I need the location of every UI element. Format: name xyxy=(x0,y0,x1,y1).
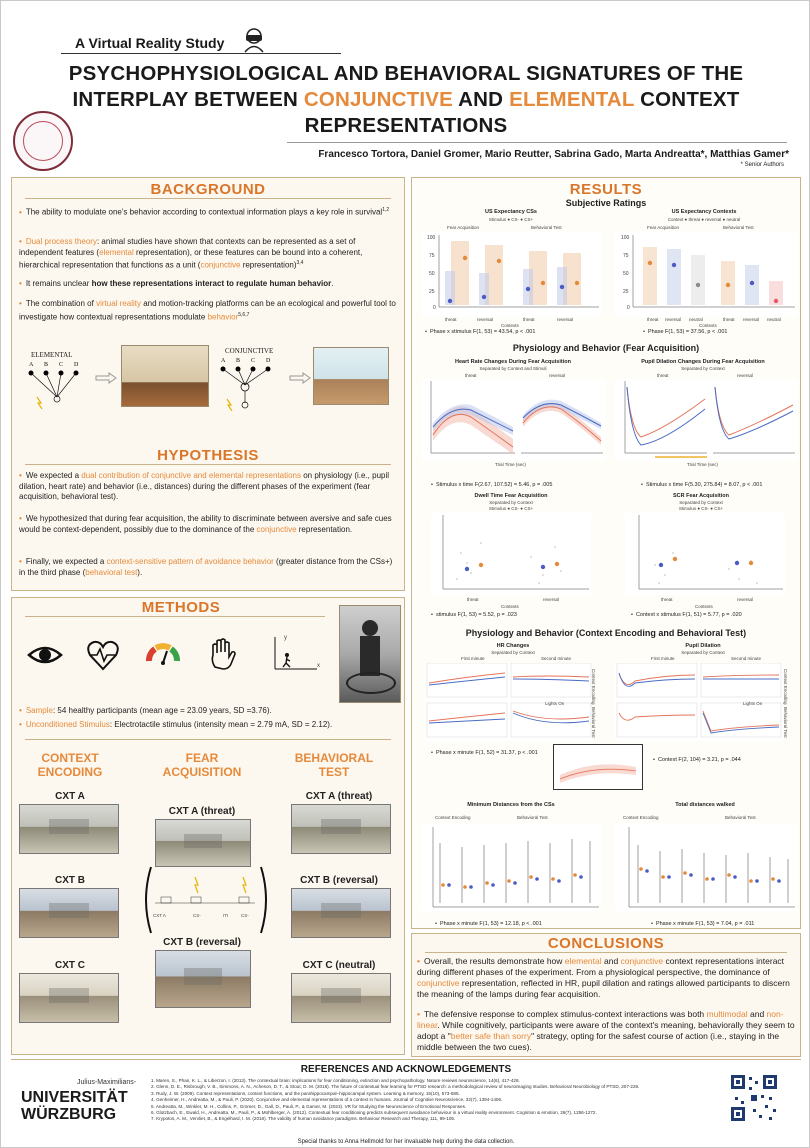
background-point-1: • The ability to modulate one's behavior according to contextual information plays a key role in survival$^{1,2}$ xyxy=(19,207,390,217)
us-cs-tick-1: threat xyxy=(445,317,457,322)
participant-body xyxy=(360,636,380,676)
hypothesis-rule xyxy=(25,464,391,465)
svg-text:50: 50 xyxy=(429,271,435,277)
reference-item: 6. Glotzbach, E., Ewald, H., Andreatta, M., Pauli, P., & Mühlberger, A. (2012). Contextual fear conditioning predicts subsequent avoidance behaviour in a virtual reality environment. Cognition & emotion, 26(7), 1256-1272. xyxy=(151,1110,597,1116)
elemental-diagram xyxy=(23,359,103,409)
uni-name-2: WÜRZBURG xyxy=(21,1106,117,1123)
ce-cxt-a-label: CXT A xyxy=(55,791,85,802)
us-ctx-phase2: Behavioral Test xyxy=(723,225,754,230)
hyp-3-c: ). xyxy=(137,567,143,577)
us-ctx-tick-5: reversal xyxy=(743,317,760,322)
uni-name-1: UNIVERSITÄT xyxy=(21,1089,128,1106)
physio-fa-title: Physiology and Behavior (Fear Acquisition) xyxy=(512,343,700,353)
bg-p4-ref: 5,6,7 xyxy=(238,311,250,318)
tot-dist-chart xyxy=(615,823,797,911)
bg-p3-b: how these representations interact to regulate human behavior xyxy=(91,279,332,288)
methods-axis-y: y xyxy=(284,635,287,641)
dwell-chart xyxy=(431,513,591,595)
pd-stat: • Context F(2, 104) = 3.21, p = .044 xyxy=(653,757,741,763)
us-cs-tick-2: reversal xyxy=(477,317,494,322)
hyp-2-a: We hypothesized that during fear acquisition, the ability to discriminate between aversive and safe cues would be context-dependent, possibly due to the dominance of the xyxy=(19,514,392,534)
title-line-1: PSYCHOPHYSIOLOGICAL AND BEHAVIORAL SIGNATURES OF THE xyxy=(68,62,744,85)
min-ce-first: Context Encoding xyxy=(435,815,471,820)
pupil-fa-stat: • Stimulus x time F(5.30, 275.84) = 8.07, p < .001 xyxy=(641,482,762,488)
svg-text:A: A xyxy=(221,358,226,364)
c1-b: and xyxy=(601,956,621,966)
c2-b: and xyxy=(747,1009,767,1019)
us-ctx-phase1: Fear Acquisition xyxy=(647,225,680,230)
fa-cxt-a-room xyxy=(155,819,251,867)
methods-rule-2 xyxy=(25,739,391,740)
svg-text:B: B xyxy=(236,358,241,364)
pupil-fa-chart xyxy=(615,379,797,461)
hrc-stat: • Phase x minute F(1, 52) = 31.37, p < .001 xyxy=(431,750,549,756)
scr-xlabel: Contexts xyxy=(695,604,713,609)
hyp-1-b: on physiology (i.e., pupil dilation, heart rate) and behavior (i.e., distances) during the different phases of the experiment (fear acquisition, behavioral test). xyxy=(19,471,390,501)
conjunctive-diagram xyxy=(215,355,285,411)
hrc-inset xyxy=(553,744,643,790)
hrc-second: Second minute xyxy=(541,656,572,661)
tot-dist-title: Total distances walked xyxy=(675,802,735,808)
hrc-first: First minute xyxy=(461,656,485,661)
scr-tick-1: threat xyxy=(661,597,673,602)
hrc-ce-label: Context Encoding xyxy=(591,669,596,705)
walking-distance-icon xyxy=(271,633,321,675)
bg-p4-a: The combination of xyxy=(25,299,97,308)
svg-text:0: 0 xyxy=(627,305,630,311)
dwell-stat: • stimulus F(1, 53) = 5.52, p = .023 xyxy=(431,612,517,618)
c2-hl2: non-linear xyxy=(417,1009,784,1030)
scr-tick-2: reversal xyxy=(737,597,754,602)
hrc-chart xyxy=(425,663,593,741)
ce-cxt-a-room xyxy=(19,804,119,854)
pupil-fa-sub: Separated by Context xyxy=(681,366,725,371)
svg-text:D: D xyxy=(74,362,79,368)
fa-cxt-a-timeline xyxy=(151,871,259,915)
hyp-3-a: Finally, we expected a xyxy=(25,557,107,566)
c2-hl3: better safe than sorry xyxy=(450,1031,532,1041)
us-ctx-tick-2: reversal xyxy=(665,317,682,322)
c2-a: The defensive response to complex stimulus-context interactions was both xyxy=(423,1009,707,1019)
us-ctx-chart xyxy=(615,231,797,317)
svg-text:100: 100 xyxy=(427,235,436,241)
senior-authors-note: * Senior Authors xyxy=(740,162,784,168)
elemental-label: ELEMENTAL xyxy=(31,351,73,359)
fa-head-2: ACQUISITION xyxy=(162,765,242,779)
sample-text: : 54 healthy participants (mean age = 23.09 years, SD =3.76). xyxy=(52,706,272,715)
bg-p1-text: The ability to modulate one's behavior according to contextual information plays a key role in survival xyxy=(25,207,383,217)
pupil-fa-xlabel: Trial Time (sec) xyxy=(687,462,718,467)
context-encoding-head xyxy=(15,751,125,779)
reference-item: 5. Andreatta, M., Winkler, M. H., Collins, P., Gromer, D., Gall, D., Pauli, P., & Gamer, M. (2023). VR for Studying the Neuroscience of Emotional Responses. xyxy=(151,1103,467,1109)
study-underline xyxy=(61,53,341,54)
svg-text:B: B xyxy=(44,362,49,368)
us-ctx-title: US Expectancy Contexts xyxy=(671,209,737,215)
tl-iti: ITI xyxy=(223,913,229,918)
hyp-3-hl: context-sensitive pattern of avoidance behavior xyxy=(106,557,274,566)
svg-text:C: C xyxy=(251,358,256,364)
background-rule xyxy=(25,198,391,199)
hr-fa-sub: Separated by Context and Stimuli xyxy=(479,366,547,371)
hrc-title: HR Changes xyxy=(496,643,530,649)
sample-info: • Sample: 54 healthy participants (mean age = 23.09 years, SD =3.76). xyxy=(19,706,272,715)
university-name xyxy=(21,1089,128,1123)
conjunctive-office-scene xyxy=(313,347,389,405)
svg-text:50: 50 xyxy=(623,271,629,277)
hr-fa-title: Heart Rate Changes During Fear Acquisition xyxy=(455,359,571,365)
subjective-ratings-title: Subjective Ratings xyxy=(565,198,647,208)
elemental-office-scene xyxy=(121,345,209,407)
bt-cxt-a-room xyxy=(291,804,391,854)
bt-cxt-b-label: CXT B (reversal) xyxy=(300,875,378,886)
treadmill-ring xyxy=(346,672,396,694)
fa-head-1: FEAR xyxy=(185,751,219,765)
conclusion-2: • The defensive response to complex stimulus-context interactions was both multimodal and non-linear. While cognitively, participants were aware of the context's meaning, behaviorally they seem to adopt a "better safe than sorry" strategy, opting for the safest course of action (i.e., staying in the middle between the two cues). xyxy=(417,1009,795,1052)
title-elemental: ELEMENTAL xyxy=(509,88,635,111)
vr-setup-photo xyxy=(339,605,401,703)
results-title: RESULTS xyxy=(569,181,643,198)
authors-rule xyxy=(287,142,787,143)
bg-p2-hl: Dual process theory xyxy=(25,237,97,246)
tot-dist-stat: • Phase x minute F(1, 53) = 7.04, p = .011 xyxy=(651,921,754,927)
arrow-icon xyxy=(289,372,311,384)
pupil-fa-threat: threat xyxy=(657,373,669,378)
hr-fa-threat: threat xyxy=(465,373,477,378)
tl-cs: CS- xyxy=(193,913,201,918)
min-dist-stat: • Phase x minute F(1, 53) = 12.18, p < .001 xyxy=(435,921,542,927)
physio-ce-title: Physiology and Behavior (Context Encoding and Behavioral Test) xyxy=(465,628,747,638)
title-text-c: CONTEXT xyxy=(634,88,740,111)
background-point-2: • Dual process theory: animal studies have shown that contexts can be represented as a set of independent features (elemental representation), or these features can be bound into a coherent, hierarchical representation that functions as a unit (conjunctive representation)$^{3,4}$ xyxy=(19,237,363,270)
hr-fa-chart xyxy=(421,379,605,461)
conclusions-title: CONCLUSIONS xyxy=(547,935,665,952)
ce-head-2: ENCODING xyxy=(37,765,103,779)
fear-acquisition-head xyxy=(147,751,257,779)
hrc-bt-label: Behavioral Test xyxy=(591,707,596,738)
conclusion-1: • Overall, the results demonstrate how elemental and conjunctive context representations interact during different phases of the experiment. From a physiological perspective, the dominance of conjunctive representation, reflected in HR, pupil dilation and ratings allowed participants to discern the meaning of the lamps during fear acquisition. xyxy=(417,956,790,999)
title-text-a: INTERPLAY BETWEEN xyxy=(72,88,304,111)
reference-item: 4. Genheimer, H., Andreatta, M., & Pauli, P. (2020). Conjunctive and elemental representations of a context in humans. Journal of Cognitive Neuroscience, 32(7), 1394-1406. xyxy=(151,1097,503,1103)
bt-head-2: TEST xyxy=(318,765,350,779)
bt-cxt-b-room xyxy=(291,888,391,938)
c1-hl2: conjunctive xyxy=(620,956,664,966)
tot-bt-first: Behavioral Test xyxy=(725,815,756,820)
hyp-1-a: We expected a xyxy=(25,471,82,480)
hyp-1-hl: dual contribution of conjunctive and elemental representations xyxy=(81,471,301,480)
bg-p3-c: . xyxy=(331,279,334,288)
tl-cxt: CXT A xyxy=(153,913,166,918)
references-title: REFERENCES AND ACKNOWLEDGEMENTS xyxy=(300,1064,512,1075)
us-ctx-tick-4: threat xyxy=(723,317,735,322)
bg-p4-b: and motion-tracking platforms can be an ecological and powerful tool to investigate how contextual representations modulate xyxy=(19,299,396,322)
us-ctx-legend: Context ● threat ● reversal ● neutral xyxy=(667,217,741,222)
c1-a: Overall, the results demonstrate how xyxy=(423,956,565,966)
methods-title: METHODS xyxy=(141,599,221,616)
svg-text:100: 100 xyxy=(621,235,630,241)
bt-head-1: BEHAVIORAL xyxy=(294,751,374,765)
pd-lights: Lights On xyxy=(743,701,763,706)
us-label: Unconditioned Stimulus xyxy=(25,720,110,729)
conjunctive-label: CONJUNCTIVE xyxy=(225,347,274,355)
hypothesis-1: • We expected a dual contribution of conjunctive and elemental representations on physiology (i.e., pupil dilation, heart rate) and behavior (i.e., distances) during the different phases of the experiment (fear acquisition, behavioral test). xyxy=(19,471,390,501)
hr-fa-stat: • Stimulus x time F(2.67, 107.52) = 5.46, p = .005 xyxy=(431,482,552,488)
us-cs-xlabel: Contexts xyxy=(501,323,519,328)
hrc-sub: Separated by Context xyxy=(491,650,535,655)
reference-list xyxy=(151,1078,721,1123)
hr-fa-reversal: reversal xyxy=(549,373,566,378)
pd-ce-label: Context Encoding xyxy=(783,669,788,705)
min-dist-title: Minimum Distances from the CSs xyxy=(467,802,555,808)
ce-cxt-c-room xyxy=(19,973,119,1023)
bg-p1-ref: 1,2 xyxy=(382,207,390,213)
fa-cxt-a-label: CXT A (threat) xyxy=(168,806,236,817)
svg-text:C: C xyxy=(59,362,64,368)
bg-p2-a: : animal studies have shown that contexts can be represented as a set of independent features ( xyxy=(19,237,356,257)
hypothesis-2: • We hypothesized that during fear acquisition, the ability to discriminate between aversive and safe cues would be context-dependent, possibly due to the dominance of the conjunctive representation. xyxy=(19,514,392,534)
us-cs-title: US Expectancy CSs xyxy=(485,209,537,215)
c1-c: context representations interact during different phases of the experiment. From a physiological perspective, the dominance of xyxy=(417,956,785,977)
hrc-lights: Lights On xyxy=(545,701,565,706)
hand-icon xyxy=(205,637,241,673)
us-cs-phase2: Behavioral Test xyxy=(531,225,562,230)
svg-text:D: D xyxy=(266,358,271,364)
dwell-legend: Stimulus ● CS- ● CS+ xyxy=(488,506,534,511)
us-ctx-xlabel: Contexts xyxy=(699,323,717,328)
svg-text:A: A xyxy=(29,362,34,368)
scr-legend: Stimulus ● CS- ● CS+ xyxy=(678,506,724,511)
ce-cxt-b-label: CXT B xyxy=(55,875,85,886)
min-bt-first: Behavioral Test xyxy=(517,815,548,820)
svg-text:75: 75 xyxy=(429,253,435,259)
methods-axis-x: x xyxy=(317,663,320,669)
c1-hl1: elemental xyxy=(564,956,602,966)
references-rule xyxy=(11,1059,801,1060)
pupil-fa-title: Pupil Dilation Changes During Fear Acquisition xyxy=(641,359,765,365)
pd-second: Second minute xyxy=(731,656,762,661)
svg-text:25: 25 xyxy=(429,289,435,295)
us-cs-legend: Stimulus ● CS- ● CS+ xyxy=(488,217,534,222)
reference-item: 7. Krypotos, A. M., Vervliet, B., & Engelhard, I. M. (2018). The validity of human avoidance paradigms. Behaviour Research and Therapy, 111, 99-105. xyxy=(151,1116,456,1122)
svg-text:25: 25 xyxy=(623,289,629,295)
background-point-4: • The combination of virtual reality and motion-tracking platforms can be an ecological and powerful tool to investigate how contextual representations modulate behavior$^{5,6,7}$ xyxy=(19,299,396,322)
us-text: : Electrotactile stimulus (intensity mean = 2.79 mA, SD = 2.12). xyxy=(109,720,333,729)
bg-p2-c: representation) xyxy=(240,260,297,270)
eye-icon xyxy=(27,637,63,673)
dwell-xlabel: Contexts xyxy=(501,604,519,609)
c1-d: representation, reflected in HR, pupil dilation and ratings allowed participants to discern the meaning of the lamps during fear acquisition. xyxy=(417,978,790,999)
scr-title: SCR Fear Acquisition xyxy=(672,493,730,499)
svg-text:75: 75 xyxy=(623,253,629,259)
methods-rule xyxy=(25,616,325,617)
bt-cxt-c-room xyxy=(291,973,391,1023)
scr-stat: • Context x stimulus F(1, 51) = 5.77, p = .020 xyxy=(631,612,742,618)
pd-title: Pupil Dilation xyxy=(685,643,721,649)
hr-fa-xlabel: Trial Time (sec) xyxy=(495,462,526,467)
us-info: • Unconditioned Stimulus: Electrotactile stimulus (intensity mean = 2.79 mA, SD = 2.12). xyxy=(19,720,333,729)
heart-rate-icon xyxy=(85,637,121,673)
us-ctx-tick-3: neutral xyxy=(689,317,703,322)
title-text-b: AND xyxy=(453,88,510,111)
hyp-2-b: representation. xyxy=(296,524,353,534)
study-tag: A Virtual Reality Study xyxy=(75,35,225,51)
bt-cxt-a-label: CXT A (threat) xyxy=(305,791,373,802)
us-ctx-stat: • Phase F(1, 53) = 37.56, p < .001 xyxy=(643,329,727,335)
bg-p4-hl2: behavior xyxy=(207,312,239,322)
scr-chart xyxy=(625,513,785,595)
background-title: BACKGROUND xyxy=(150,181,266,198)
qr-code-icon[interactable] xyxy=(729,1073,779,1123)
svg-text:0: 0 xyxy=(433,305,436,311)
bg-p3-a: It remains unclear xyxy=(25,279,92,288)
poster-title xyxy=(21,61,791,139)
hyp-3-hl2: behavioral test xyxy=(85,567,138,577)
c1-hl3: conjunctive xyxy=(417,978,460,988)
reference-item: 2. Glenn, D. E., Risbrough, V. B., Simmons, A. N., Acheson, D. T., & Stout, D. M. (2018). The future of contextual fear learning for PTSD research: a methodological review of neuroimaging studies. Behavioral Neurobiology of PTSD, 207-228. xyxy=(151,1084,640,1090)
behavioral-test-head xyxy=(279,751,389,779)
hypothesis-3: • Finally, we expected a context-sensitive pattern of avoidance behavior (greater distance from the CSs+) in the third phase (behavioral test). xyxy=(19,557,393,577)
bg-p2-hl2: elemental xyxy=(99,247,134,257)
title-line-3: REPRESENTATIONS xyxy=(304,114,508,137)
background-point-3: • It remains unclear how these representations interact to regulate human behavior. xyxy=(19,279,334,288)
vr-headset-icon xyxy=(241,27,267,53)
left-bracket xyxy=(139,865,153,935)
dwell-tick-1: threat xyxy=(467,597,479,602)
pd-sub: Separated by Context xyxy=(681,650,725,655)
us-cs-tick-3: threat xyxy=(523,317,535,322)
reference-item: 1. Maren, S., Phan, K. L., & Liberzon, I. (2013). The contextual brain: implications for fear conditioning, extinction and psychopathology. Nature reviews neuroscience, 14(6), 417-428. xyxy=(151,1078,520,1083)
us-ctx-tick-6: neutral xyxy=(767,317,781,322)
us-cs-stat: • Phase x stimulus F(1, 53) = 43.54, p < .001 xyxy=(425,329,535,335)
c2-hl1: multimodal xyxy=(706,1009,748,1019)
seal-ring xyxy=(23,121,63,161)
sample-label: Sample xyxy=(25,706,53,715)
bg-p2-hl3: conjunctive xyxy=(200,260,241,270)
tl-cs-2: CS- xyxy=(241,913,249,918)
bg-p4-hl: virtual reality xyxy=(96,299,141,308)
min-dist-chart xyxy=(421,823,601,911)
hyp-2-hl: conjunctive xyxy=(256,524,297,534)
acknowledgement: Special thanks to Anna Hellmold for her invaluable help during the data collection. xyxy=(297,1139,515,1145)
pd-bt-label: Behavioral Test xyxy=(783,707,788,738)
fa-cxt-b-label: CXT B (reversal) xyxy=(163,937,241,948)
dwell-sub: Separated by Context xyxy=(489,500,533,505)
scr-sub: Separated by Context xyxy=(679,500,723,505)
bg-p2-b: representation), or these features can be bound into a coherent, hierarchical representation that functions as a unit ( xyxy=(19,247,363,270)
us-cs-tick-4: reversal xyxy=(557,317,574,322)
authors: Francesco Tortora, Daniel Gromer, Mario Reutter, Sabrina Gado, Marta Andreatta*, Matthias Gamer* xyxy=(318,149,789,160)
pupil-fa-reversal: reversal xyxy=(737,373,754,378)
bg-p2-ref: 3,4 xyxy=(296,260,304,266)
c2-c: . While cognitively, participants were aware of the context's meaning, behaviorally they seem to adopt a " xyxy=(417,1020,795,1041)
arrow-icon xyxy=(95,372,117,384)
hypothesis-title: HYPOTHESIS xyxy=(157,447,259,464)
tot-ce-first: Context Encoding xyxy=(623,815,659,820)
hyp-3-b: (greater distance from the CSs+) in the third phase ( xyxy=(19,557,393,577)
c2-d: " strategy, opting for the safest course of action (i.e., staying in the middle between the two cues). xyxy=(417,1031,780,1052)
pd-first: First minute xyxy=(651,656,675,661)
dwell-tick-2: reversal xyxy=(543,597,560,602)
university-seal xyxy=(13,111,73,171)
us-cs-chart xyxy=(421,231,601,317)
ce-cxt-b-room xyxy=(19,888,119,938)
reference-item: 3. Rudy, J. W. (2009). Context representations, context functions, and the parahippocampal–hippocampal system. Learning & memory, 16(10), 573-585. xyxy=(151,1090,460,1096)
bt-cxt-c-label: CXT C (neutral) xyxy=(302,960,376,971)
dwell-title: Dwell Time Fear Acquisition xyxy=(474,493,548,499)
us-ctx-tick-1: threat xyxy=(647,317,659,322)
ce-head-1: CONTEXT xyxy=(41,751,99,765)
conclusions-rule xyxy=(425,952,787,953)
participant-head xyxy=(362,620,378,636)
title-line-2 xyxy=(21,87,791,113)
title-conjunctive: CONJUNCTIVE xyxy=(303,88,454,111)
university-prefix: Julius-Maximilians- xyxy=(77,1079,137,1086)
fa-cxt-b-room xyxy=(155,950,251,1008)
gauge-icon xyxy=(145,637,181,673)
ce-cxt-c-label: CXT C xyxy=(55,960,85,971)
us-cs-phase1: Fear Acquisition xyxy=(447,225,480,230)
right-bracket xyxy=(259,865,273,935)
hrc-inset-plot xyxy=(554,745,642,789)
